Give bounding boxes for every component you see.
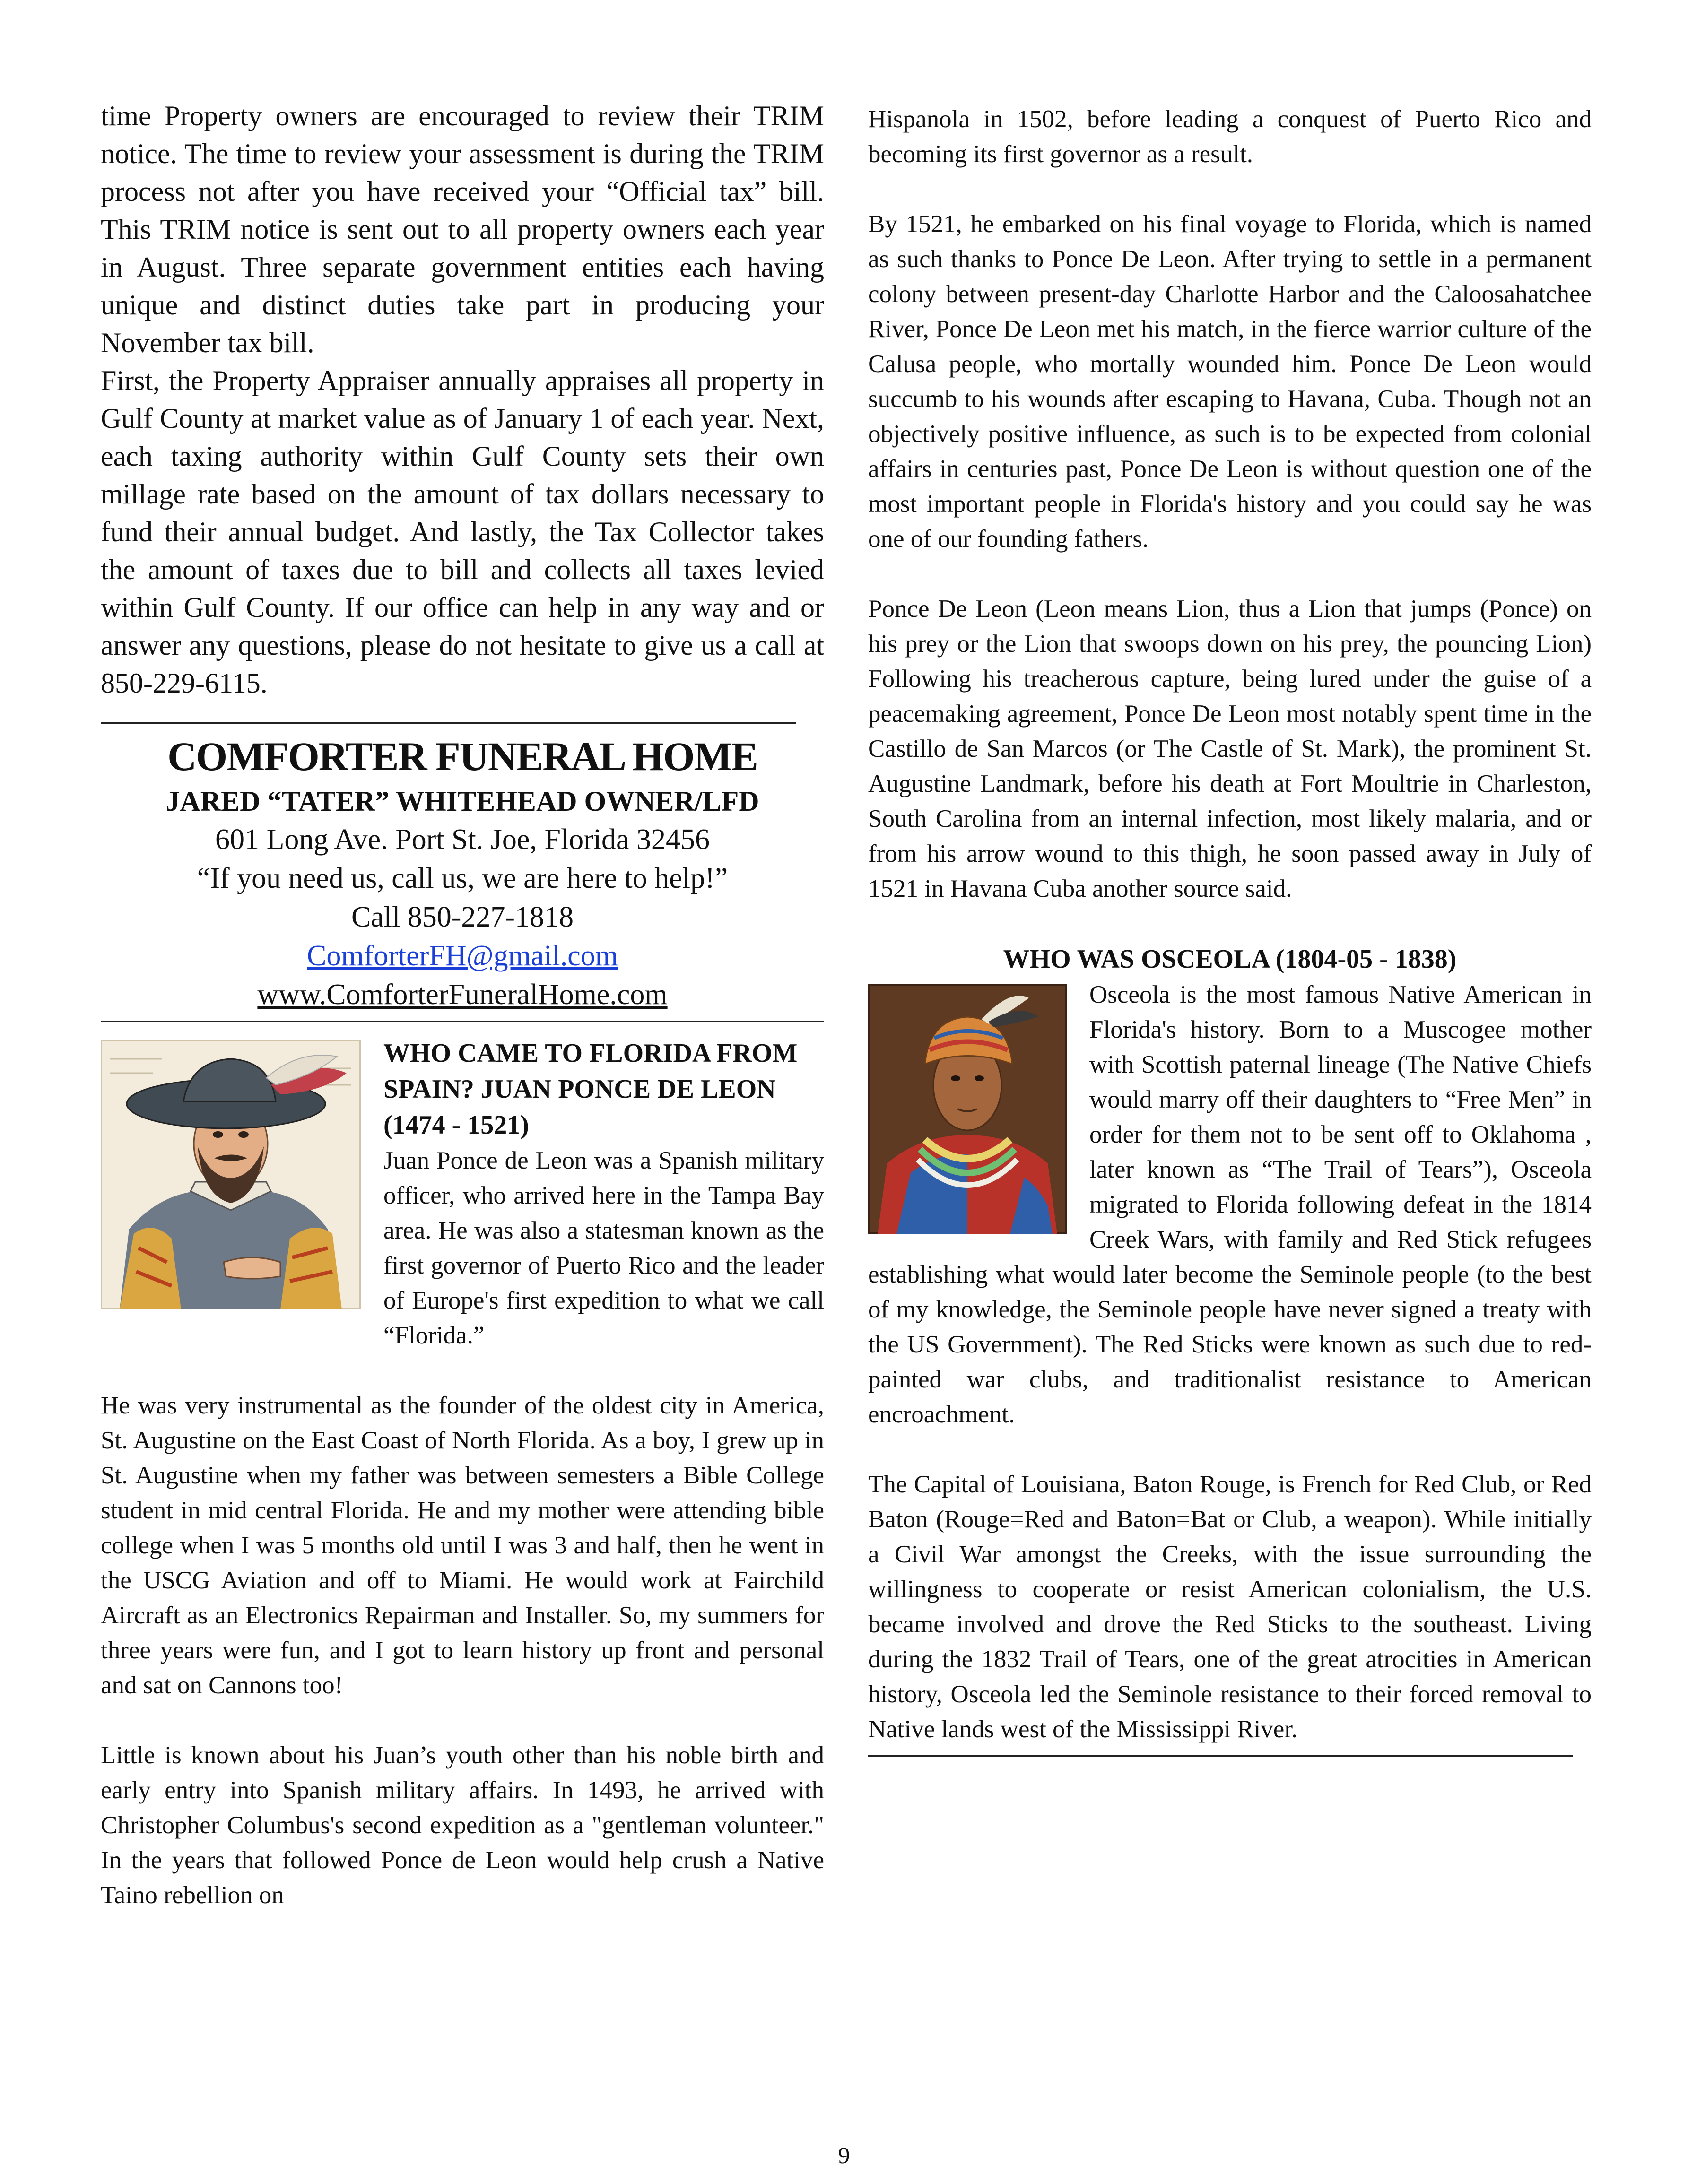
divider [101, 722, 796, 724]
tax-paragraph-2: First, the Property Appraiser annually appraises all property in Gulf County at market value as of January 1 of each year. Next, each taxing authority within Gulf County sets their own millage rate based on the amount of tax dollars necessary to fund their annual budget. And lastly, the Tax Collector takes the amount of taxes due to bill and collects all taxes levied within Gulf County. If our office can help in any way and or answer any questions, please do not hesitate to give us a call at 850-229-6115. [101, 365, 824, 699]
ponce-continued-paragraph: Hispanola in 1502, before leading a conquest of Puerto Rico and becoming its first governor as a result. [868, 105, 1592, 168]
tax-paragraph-1: time Property owners are encouraged to review their TRIM notice. The time to review your assessment is during the TRIM process not after you have received your “Official tax” bill. This TRIM notice is sent out to all property owners each year in August. Three separate government entities each having unique and distinct duties take part in producing your November tax bill. [101, 100, 824, 358]
ponce-article-heading: WHO CAME TO FLORIDA FROM SPAIN? JUAN PONCE DE LEON (1474 - 1521) [383, 1039, 798, 1140]
funeral-home-ad [101, 730, 824, 1014]
funeral-home-website-link[interactable]: www.ComforterFuneralHome.com [257, 979, 668, 1011]
osceola-article-heading: WHO WAS OSCEOLA (1804-05 - 1838) [1003, 945, 1457, 974]
funeral-home-owner: JARED “TATER” WHITEHEAD OWNER/LFD [165, 786, 759, 817]
funeral-home-address: 601 Long Ave. Port St. Joe, Florida 32456 [215, 823, 710, 856]
osceola-article-paragraph: The Capital of Louisiana, Baton Rouge, is French for Red Club, or Red Baton (Rouge=Red and Baton=Bat or Club, a weapon). While initially a Civil War amongst the Creeks, with the issue surrounding the willingness to cooperate or resist American colonialism, the U.S. became involved and drove the Red Sticks to the southeast. Living during the 1832 Trail of Tears, one of the great atrocities in American history, Osceola led the Seminole resistance to their forced removal to Native lands west of the Mississippi River. [868, 1471, 1592, 1743]
ponce-de-leon-portrait [101, 1040, 361, 1312]
ponce-continued-paragraph: Ponce De Leon (Leon means Lion, thus a Lion that jumps (Ponce) on his prey or the Lion that swoops down on his prey, the pouncing Lion) Following his treacherous capture, being lured under the guise of a peacemaking agreement, Ponce De Leon most notably spent time in the Castillo de San Marcos (or The Castle of St. Mark), the prominent St. Augustine Landmark, before his death at Fort Moultrie in Charleston, South Carolina from an internal infection, most likely malaria, and or from his arrow wound to this thigh, he soon passed away in July of 1521 in Havana Cuba another source said. [868, 595, 1592, 902]
right-column [868, 102, 1592, 1757]
osceola-article [868, 941, 1592, 1757]
osceola-article-paragraph: Osceola is the most famous Native American in Florida's history. Born to a Muscogee mother with Scottish paternal lineage (The Native Chiefs would marry off their daughters to “Free Men” in order for them not to be sent off to Oklahoma , later known as “The Trail of Tears”), Osceola migrated to Florida following defeat in the 1814 Creek Wars, with family and Red Stick refugees establishing what would later become the Seminole people (to the best of my knowledge, the Seminole people have never signed a treaty with the US Government). The Red Sticks were known as such due to red-painted war clubs, and traditionalist resistance to American encroachment. [868, 981, 1592, 1428]
page-number: 9 [838, 2142, 850, 2168]
left-column [101, 97, 824, 1913]
divider [101, 1021, 824, 1022]
funeral-home-email-link[interactable]: ComforterFH@gmail.com [306, 940, 618, 972]
ponce-article-paragraph: Little is known about his Juan’s youth other than his noble birth and early entry into Spanish military affairs. In 1493, he arrived with Christopher Columbus's second expedition as a "gentleman volunteer." In the years that followed Ponce de Leon would help crush a Native Taino rebellion on [101, 1742, 824, 1909]
ponce-article-intro: Juan Ponce de Leon was a Spanish military officer, who arrived here in the Tampa Bay area. He was also a statesman known as the first governor of Puerto Rico and the leader of Europe's first expedition to what we call “Florida.” [383, 1147, 824, 1349]
ponce-article [101, 1035, 824, 1913]
funeral-home-name: COMFORTER FUNERAL HOME [167, 734, 757, 779]
divider [868, 1755, 1573, 1757]
osceola-portrait [868, 984, 1067, 1237]
funeral-home-phone: Call 850-227-1818 [351, 901, 574, 933]
funeral-home-slogan: “If you need us, call us, we are here to help!” [197, 862, 728, 894]
ponce-continued-paragraph: By 1521, he embarked on his final voyage to Florida, which is named as such thanks to Ponce De Leon. After trying to settle in a permanent colony between present-day Charlotte Harbor and the Caloosahatchee River, Ponce De Leon met his match, in the fierce warrior culture of the Calusa people, who mortally wounded him. Ponce De Leon would succumb to his wounds after escaping to Havana, Cuba. Though not an objectively positive influence, as such is to be expected from colonial affairs in centuries past, Ponce De Leon is without question one of the most important people in Florida's history and you could say he was one of our founding fathers. [868, 210, 1592, 553]
ponce-article-paragraph: He was very instrumental as the founder of the oldest city in America, St. Augustine on the East Coast of North Florida. As a boy, I grew up in St. Augustine when my father was between semesters a Bible College student in mid central Florida. He and my mother were attending bible college when I was 5 months old until I was 3 and half, then he went in the USCG Aviation and off to Miami. He would work at Fairchild Aircraft as an Electronics Repairman and Installer. So, my summers for three years were fun, and I got to learn history up front and personal and sat on Cannons too! [101, 1392, 824, 1699]
